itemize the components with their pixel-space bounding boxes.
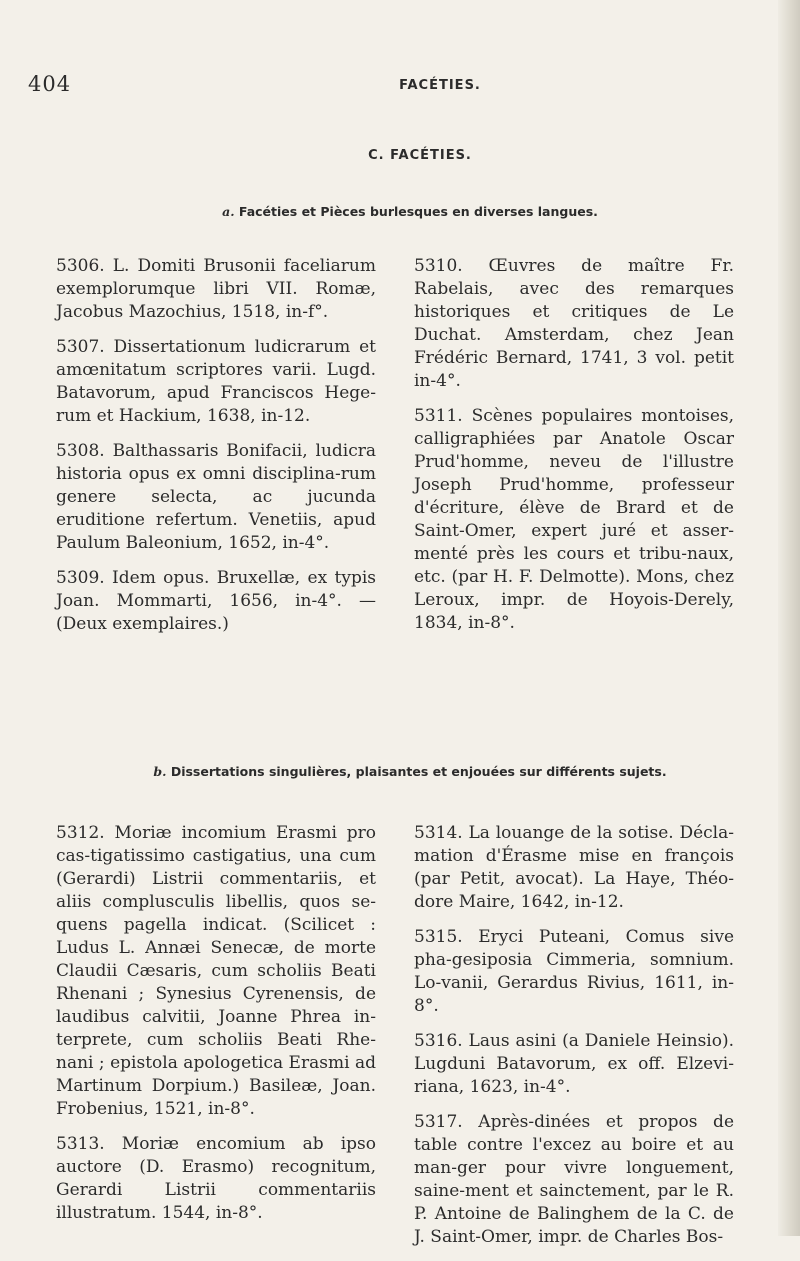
catalog-entry-5315: 5315. Eryci Puteani, Comus sive pha-gesiposia Cimmeria, somnium. Lo-vanii, Gerardus Rivius, 1611, in-8°. — [414, 927, 735, 1016]
catalog-entry-5310: 5310. Œuvres de maître Fr. Rabelais, avec des remarques historiques et critiques de Le Duchat. Amsterdam, chez Jean Frédéric Bernard, 1741, 3 vol. petit in-4°. — [414, 256, 734, 391]
subsection-a-heading — [0, 204, 800, 219]
section-title: C. FACÉTIES. — [368, 148, 472, 163]
page-edge-shadow — [778, 0, 800, 1236]
subsection-letter: a. — [222, 204, 235, 219]
catalog-entry-5307: 5307. Dissertationum ludicrarum et amœnitatum scriptores varii. Lugd. Batavorum, apud Franciscos Hege-rum et Hackium, 1638, in-12. — [56, 337, 376, 426]
catalog-entry-5312: 5312. Moriæ incomium Erasmi pro cas-tigatissimo castigatius, una cum (Gerardi) Listrii commentariis, et aliis complusculis libellis, quos se-quens pagella indicat. (Scilicet : Ludus L. Annæi Senecæ, de morte Claudii Cæsaris, cum scholiis Beati Rhenani ; Synesius Cyrenensis, de laudibus calvitii, Joanne Phrea in-terprete, cum scholiis Beati Rhe-nani ; epistola apologetica Erasmi ad Martinum Dorpium.) Basileæ, Joan. Frobenius, 1521, in-8°. — [56, 823, 376, 1119]
catalog-entry-5317: 5317. Après-dinées et propos de table contre l'excez au boire et au man-ger pour vivre longuement, saine-ment et sainctement, par le R. P. Antoine de Balinghem de la C. de J. Saint-Omer, impr. de Charles Bos- — [414, 1112, 735, 1247]
running-head: FACÉTIES. — [399, 78, 481, 93]
left-column-a — [56, 255, 376, 648]
catalog-entry-5309: 5309. Idem opus. Bruxellæ, ex typis Joan. Mommarti, 1656, in-4°. — (Deux exemplaires.) — [56, 568, 377, 634]
catalog-entry-5313: 5313. Moriæ encomium ab ipso auctore (D. Erasmo) recognitum, Gerardi Listrii commentariis illustratum. 1544, in-8°. — [56, 1134, 377, 1223]
subsection-title: Facéties et Pièces burlesques en diverses langues. — [238, 204, 598, 219]
right-column-b — [414, 822, 734, 1261]
catalog-entry-5311: 5311. Scènes populaires montoises, calligraphiées par Anatole Oscar Prud'homme, neveu de l'illustre Joseph Prud'homme, professeur d'écriture, élève de Brard et de Saint-Omer, expert juré et asser-menté près les cours et tribu-naux, etc. (par H. F. Delmotte). Mons, chez Leroux, impr. de Hoyois-Derely, 1834, in-8°. — [414, 406, 735, 633]
catalog-entry-5306: 5306. L. Domiti Brusonii faceliarum exemplorumque libri VII. Romæ, Jacobus Mazochius, 1518, in-f°. — [56, 256, 376, 322]
subsection-b-heading — [0, 764, 800, 779]
subsection-title: Dissertations singulières, plaisantes et enjouées sur différents sujets. — [170, 764, 667, 779]
left-column-b — [56, 822, 376, 1237]
catalog-entry-5316: 5316. Laus asini (a Daniele Heinsio). Lugduni Batavorum, ex off. Elzevi-riana, 1623, in-4°. — [414, 1031, 734, 1097]
subsection-letter: b. — [153, 764, 167, 779]
right-column-a — [414, 255, 734, 647]
catalog-entry-5314: 5314. La louange de la sotise. Décla-mation d'Érasme mise en françois (par Petit, avocat). La Haye, Théo-dore Maire, 1642, in-12. — [414, 823, 735, 912]
page-number: 404 — [28, 72, 72, 96]
catalog-entry-5308: 5308. Balthassaris Bonifacii, ludicra historia opus ex omni disciplina-rum genere selecta, ac jucunda eruditione refertum. Venetiis, apud Paulum Baleonium, 1652, in-4°. — [56, 441, 376, 553]
